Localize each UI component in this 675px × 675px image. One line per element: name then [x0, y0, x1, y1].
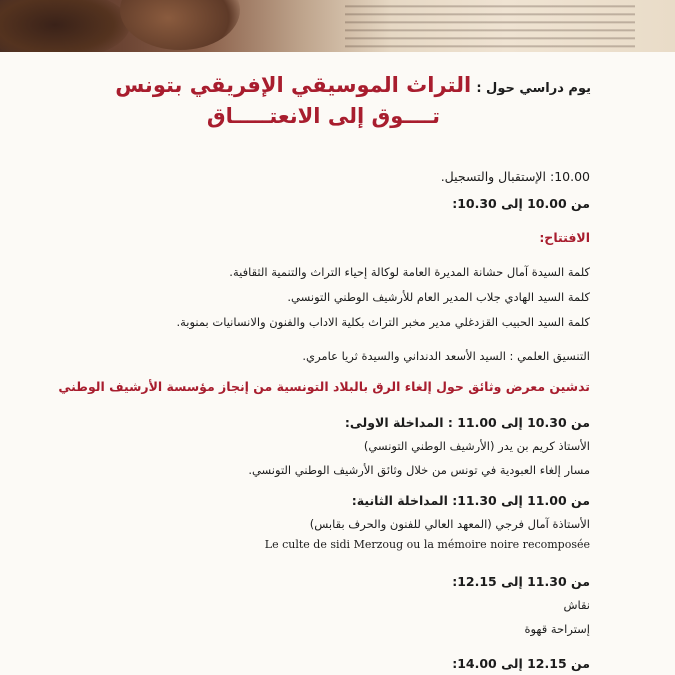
talk-1-speaker: الأستاذ كريم بن يدر (الأرشيف الوطني التونسي) [363, 439, 590, 453]
opening-time: من 10.00 إلى 10.30: [452, 196, 590, 211]
hand-shape-2 [120, 0, 240, 50]
coffee-break-label: إستراحة قهوة [524, 622, 590, 636]
header-banner-image [0, 0, 675, 52]
exhibition-line: تدشين معرض وثائق حول إلغاء الرق بالبلاد التونسية من إنجاز مؤسسة الأرشيف الوطني [58, 379, 590, 394]
title-prefix: يوم دراسي حول : [476, 81, 591, 96]
talk-1-title: مسار إلغاء العبودية في تونس من خلال وثائق الأرشيف الوطني التونسي. [248, 463, 590, 477]
title-line [115, 73, 591, 97]
block-3-time: من 11.30 إلى 12.15: [452, 574, 590, 589]
hand-shape [0, 0, 130, 52]
talk-1-time: من 10.30 إلى 11.00 : المداخلة الاولى: [344, 415, 590, 430]
registration-line: 10.00: الإستقبال والتسجيل. [440, 169, 590, 184]
manuscript-texture [345, 0, 635, 52]
block-4-time: من 12.15 إلى 14.00: [452, 656, 590, 671]
opening-label: الافتتاح: [539, 230, 590, 245]
discussion-label: نقاش [563, 598, 590, 612]
speech-2: كلمة السيد الهادي جلاب المدير العام للأرشيف الوطني التونسي. [287, 290, 590, 304]
scientific-coordination: التنسيق العلمي : السيد الأسعد الدنداني والسيدة ثريا عامري. [302, 349, 590, 363]
speech-1: كلمة السيدة آمال حشانة المديرة العامة لوكالة إحياء التراث والتنمية الثقافية. [229, 265, 590, 279]
event-subtitle: تــــوق إلى الانعتـــــاق [206, 104, 440, 128]
event-title: التراث الموسيقي الإفريقي بتونس [115, 73, 472, 97]
speech-3: كلمة السيد الحبيب القزدغلي مدير مخبر التراث بكلية الاداب والفنون والانسانيات بمنوبة. [176, 315, 590, 329]
talk-2-time: من 11.00 إلى 11.30: المداخلة الثانية: [351, 493, 590, 508]
talk-2-speaker: الأستاذة آمال فرجي (المعهد العالي للفنون والحرف بقابس) [309, 517, 590, 531]
talk-2-title: Le culte de sidi Merzoug ou la mémoire noire recomposée [264, 538, 590, 551]
